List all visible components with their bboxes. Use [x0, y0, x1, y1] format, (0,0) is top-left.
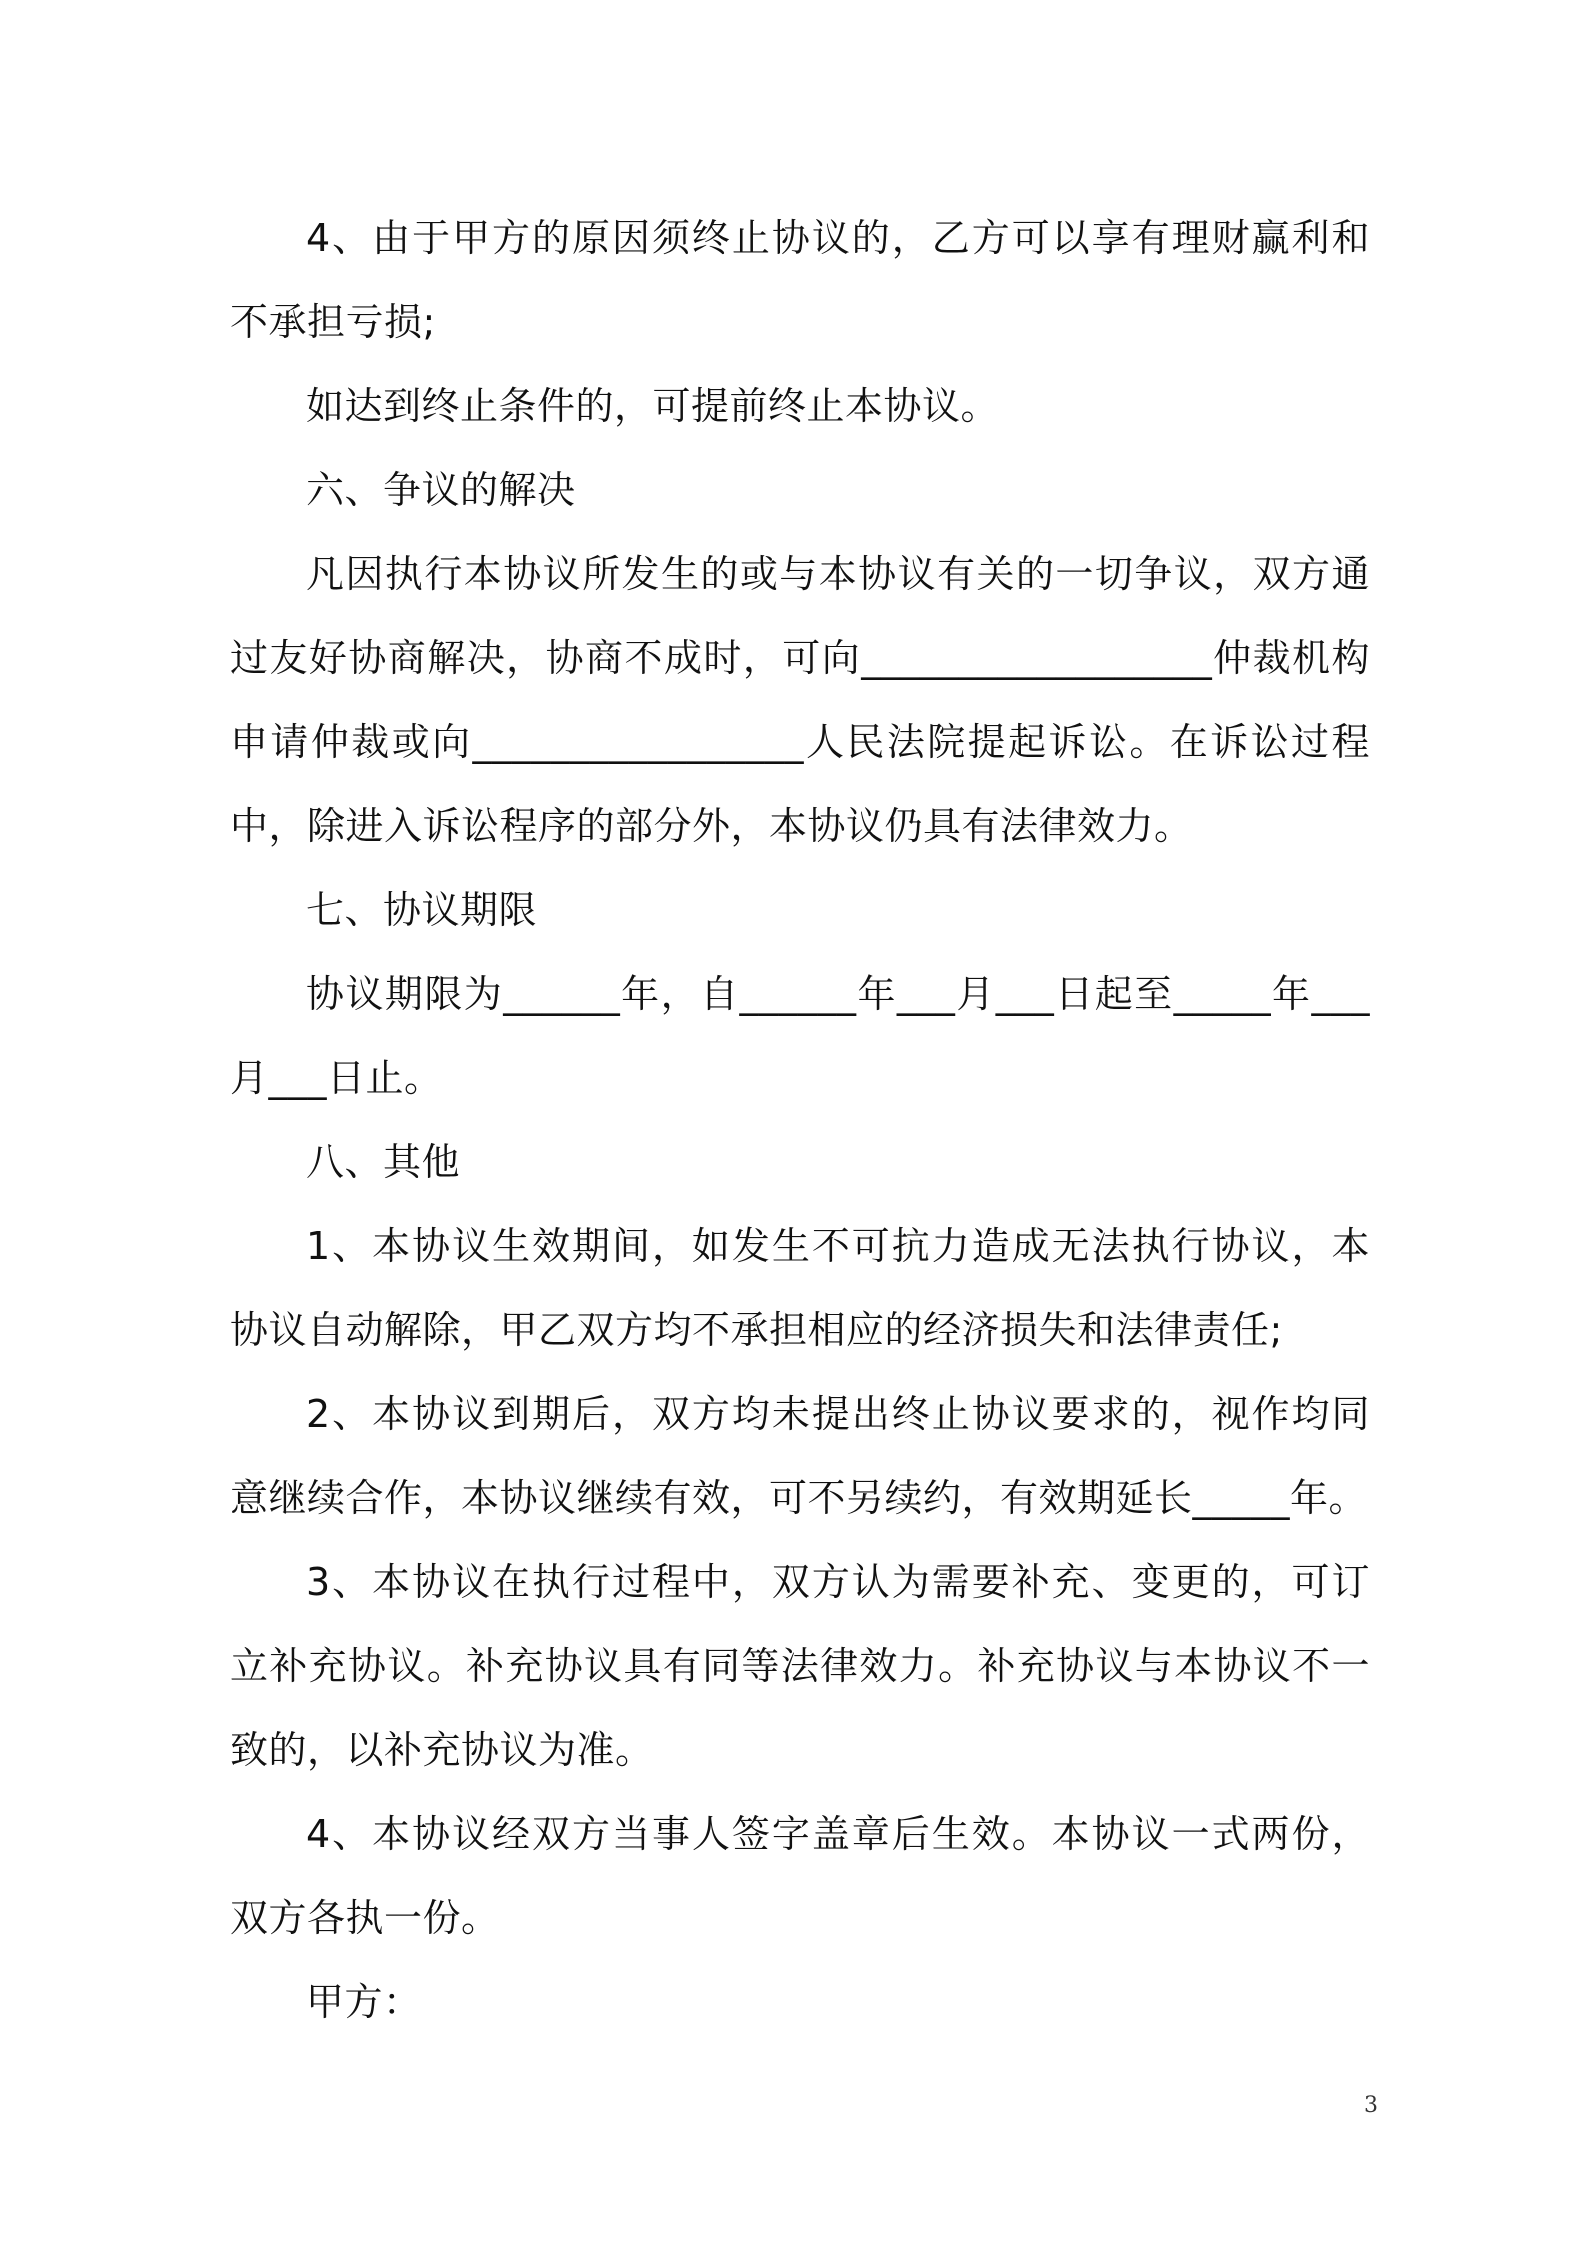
agreement-term-paragraph: 协议期限为______年，自______年___月___日起至_____年___月___日止。 [230, 972, 1370, 1100]
page-number: 3 [1364, 2093, 1378, 2118]
clause-4-termination: 4、由于甲方的原因须终止协议的，乙方可以享有理财赢利和不承担亏损; [230, 216, 1370, 344]
other-clause-4: 4、本协议经双方当事人签字盖章后生效。本协议一式两份，双方各执一份。 [230, 1812, 1370, 1940]
other-clause-2: 2、本协议到期后，双方均未提出终止协议要求的，视作均同意继续合作，本协议继续有效，可不另续约，有效期延长_____年。 [230, 1392, 1370, 1520]
dispute-resolution-paragraph: 凡因执行本协议所发生的或与本协议有关的一切争议，双方通过友好协商解决，协商不成时，可向__________________仲裁机构申请仲裁或向_________________人民法院提起诉讼。在诉讼过程中，除进入诉讼程序的部分外，本协议仍具有法律效力。 [230, 552, 1370, 848]
other-clause-3: 3、本协议在执行过程中，双方认为需要补充、变更的，可订立补充协议。补充协议具有同等法律效力。补充协议与本协议不一致的，以补充协议为准。 [230, 1560, 1370, 1772]
section-heading-agreement-term: 七、协议期限 [306, 888, 538, 932]
other-clause-1: 1、本协议生效期间，如发生不可抗力造成无法执行协议，本协议自动解除，甲乙双方均不承担相应的经济损失和法律责任; [230, 1224, 1370, 1352]
early-termination-paragraph: 如达到终止条件的，可提前终止本协议。 [306, 384, 1000, 428]
section-heading-other: 八、其他 [306, 1140, 461, 1184]
section-heading-dispute-resolution: 六、争议的解决 [306, 468, 576, 512]
party-a-signature-label: 甲方： [306, 1980, 422, 2024]
document-body [230, 196, 1370, 2044]
